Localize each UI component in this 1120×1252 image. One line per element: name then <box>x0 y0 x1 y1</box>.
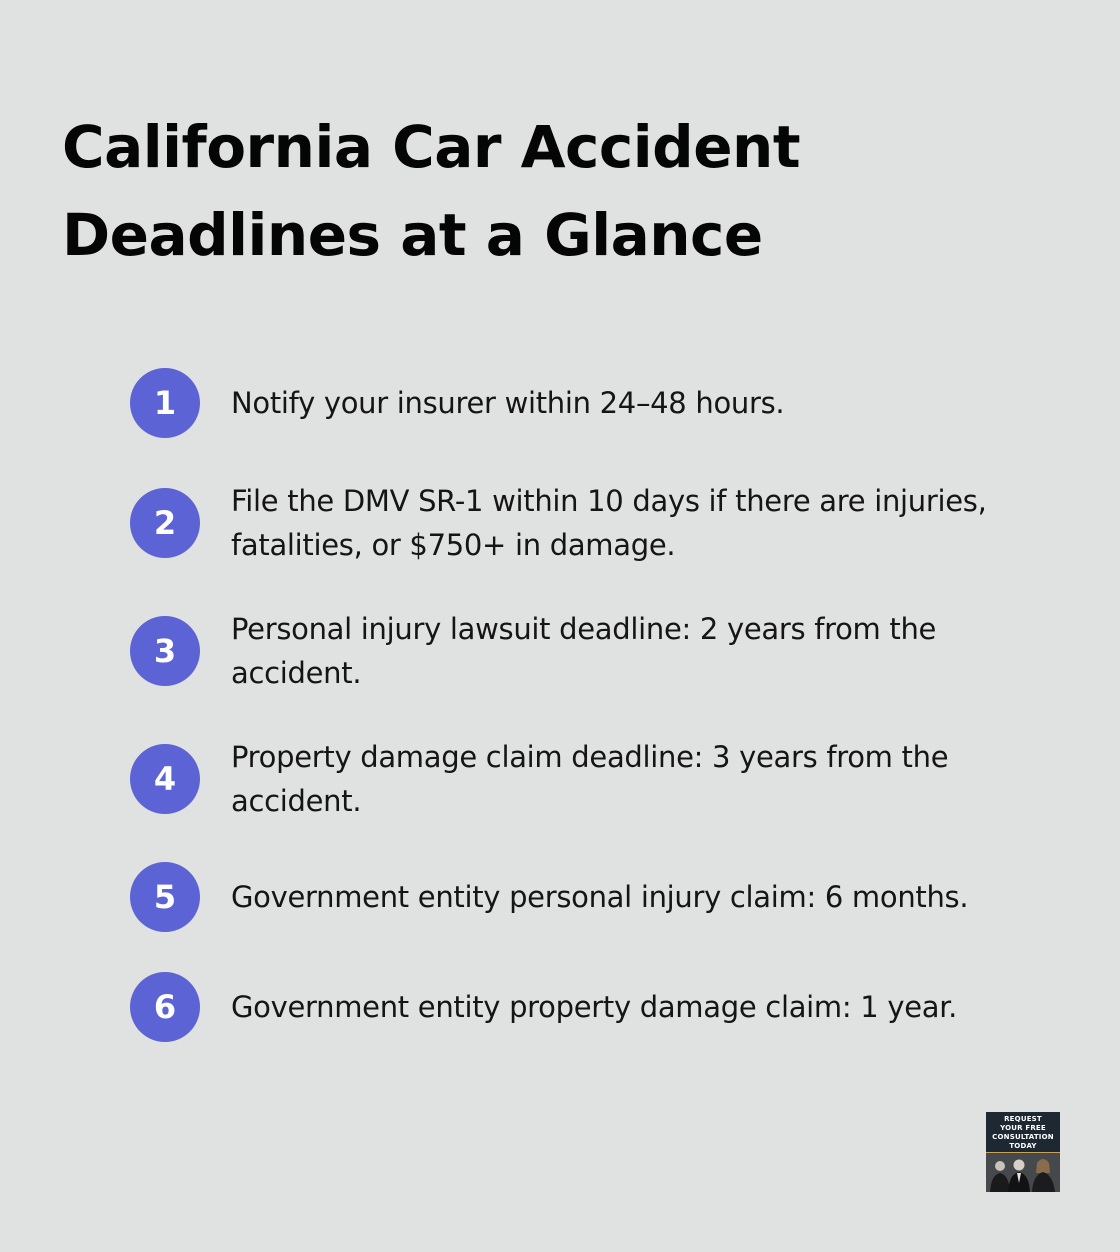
list-item <box>130 735 1030 823</box>
step-number-badge: 3 <box>130 616 200 686</box>
attorneys-photo-icon <box>986 1153 1060 1192</box>
list-item <box>130 607 1030 695</box>
step-number-badge: 4 <box>130 744 200 814</box>
step-text: File the DMV SR-1 within 10 days if there are injuries, fatalities, or $750+ in damage. <box>231 484 987 562</box>
step-number-badge: 1 <box>130 368 200 438</box>
page-title: California Car Accident Deadlines at a Glance <box>62 113 801 269</box>
step-text: Notify your insurer within 24–48 hours. <box>231 386 785 420</box>
list-item <box>130 368 1030 438</box>
list-item <box>130 479 1030 567</box>
step-text: Personal injury lawsuit deadline: 2 years from the accident. <box>231 612 937 690</box>
step-number-badge: 2 <box>130 488 200 558</box>
step-number-badge: 5 <box>130 862 200 932</box>
list-item <box>130 972 1030 1042</box>
step-number-badge: 6 <box>130 972 200 1042</box>
step-text: Government entity property damage claim: 1 year. <box>231 990 958 1024</box>
step-text: Property damage claim deadline: 3 years from the accident. <box>231 740 949 818</box>
step-text: Government entity personal injury claim: 6 months. <box>231 880 969 914</box>
consultation-cta-badge[interactable] <box>986 1112 1060 1192</box>
cta-label: REQUEST YOUR FREE CONSULTATION TODAY <box>992 1115 1054 1150</box>
list-item <box>130 862 1030 932</box>
